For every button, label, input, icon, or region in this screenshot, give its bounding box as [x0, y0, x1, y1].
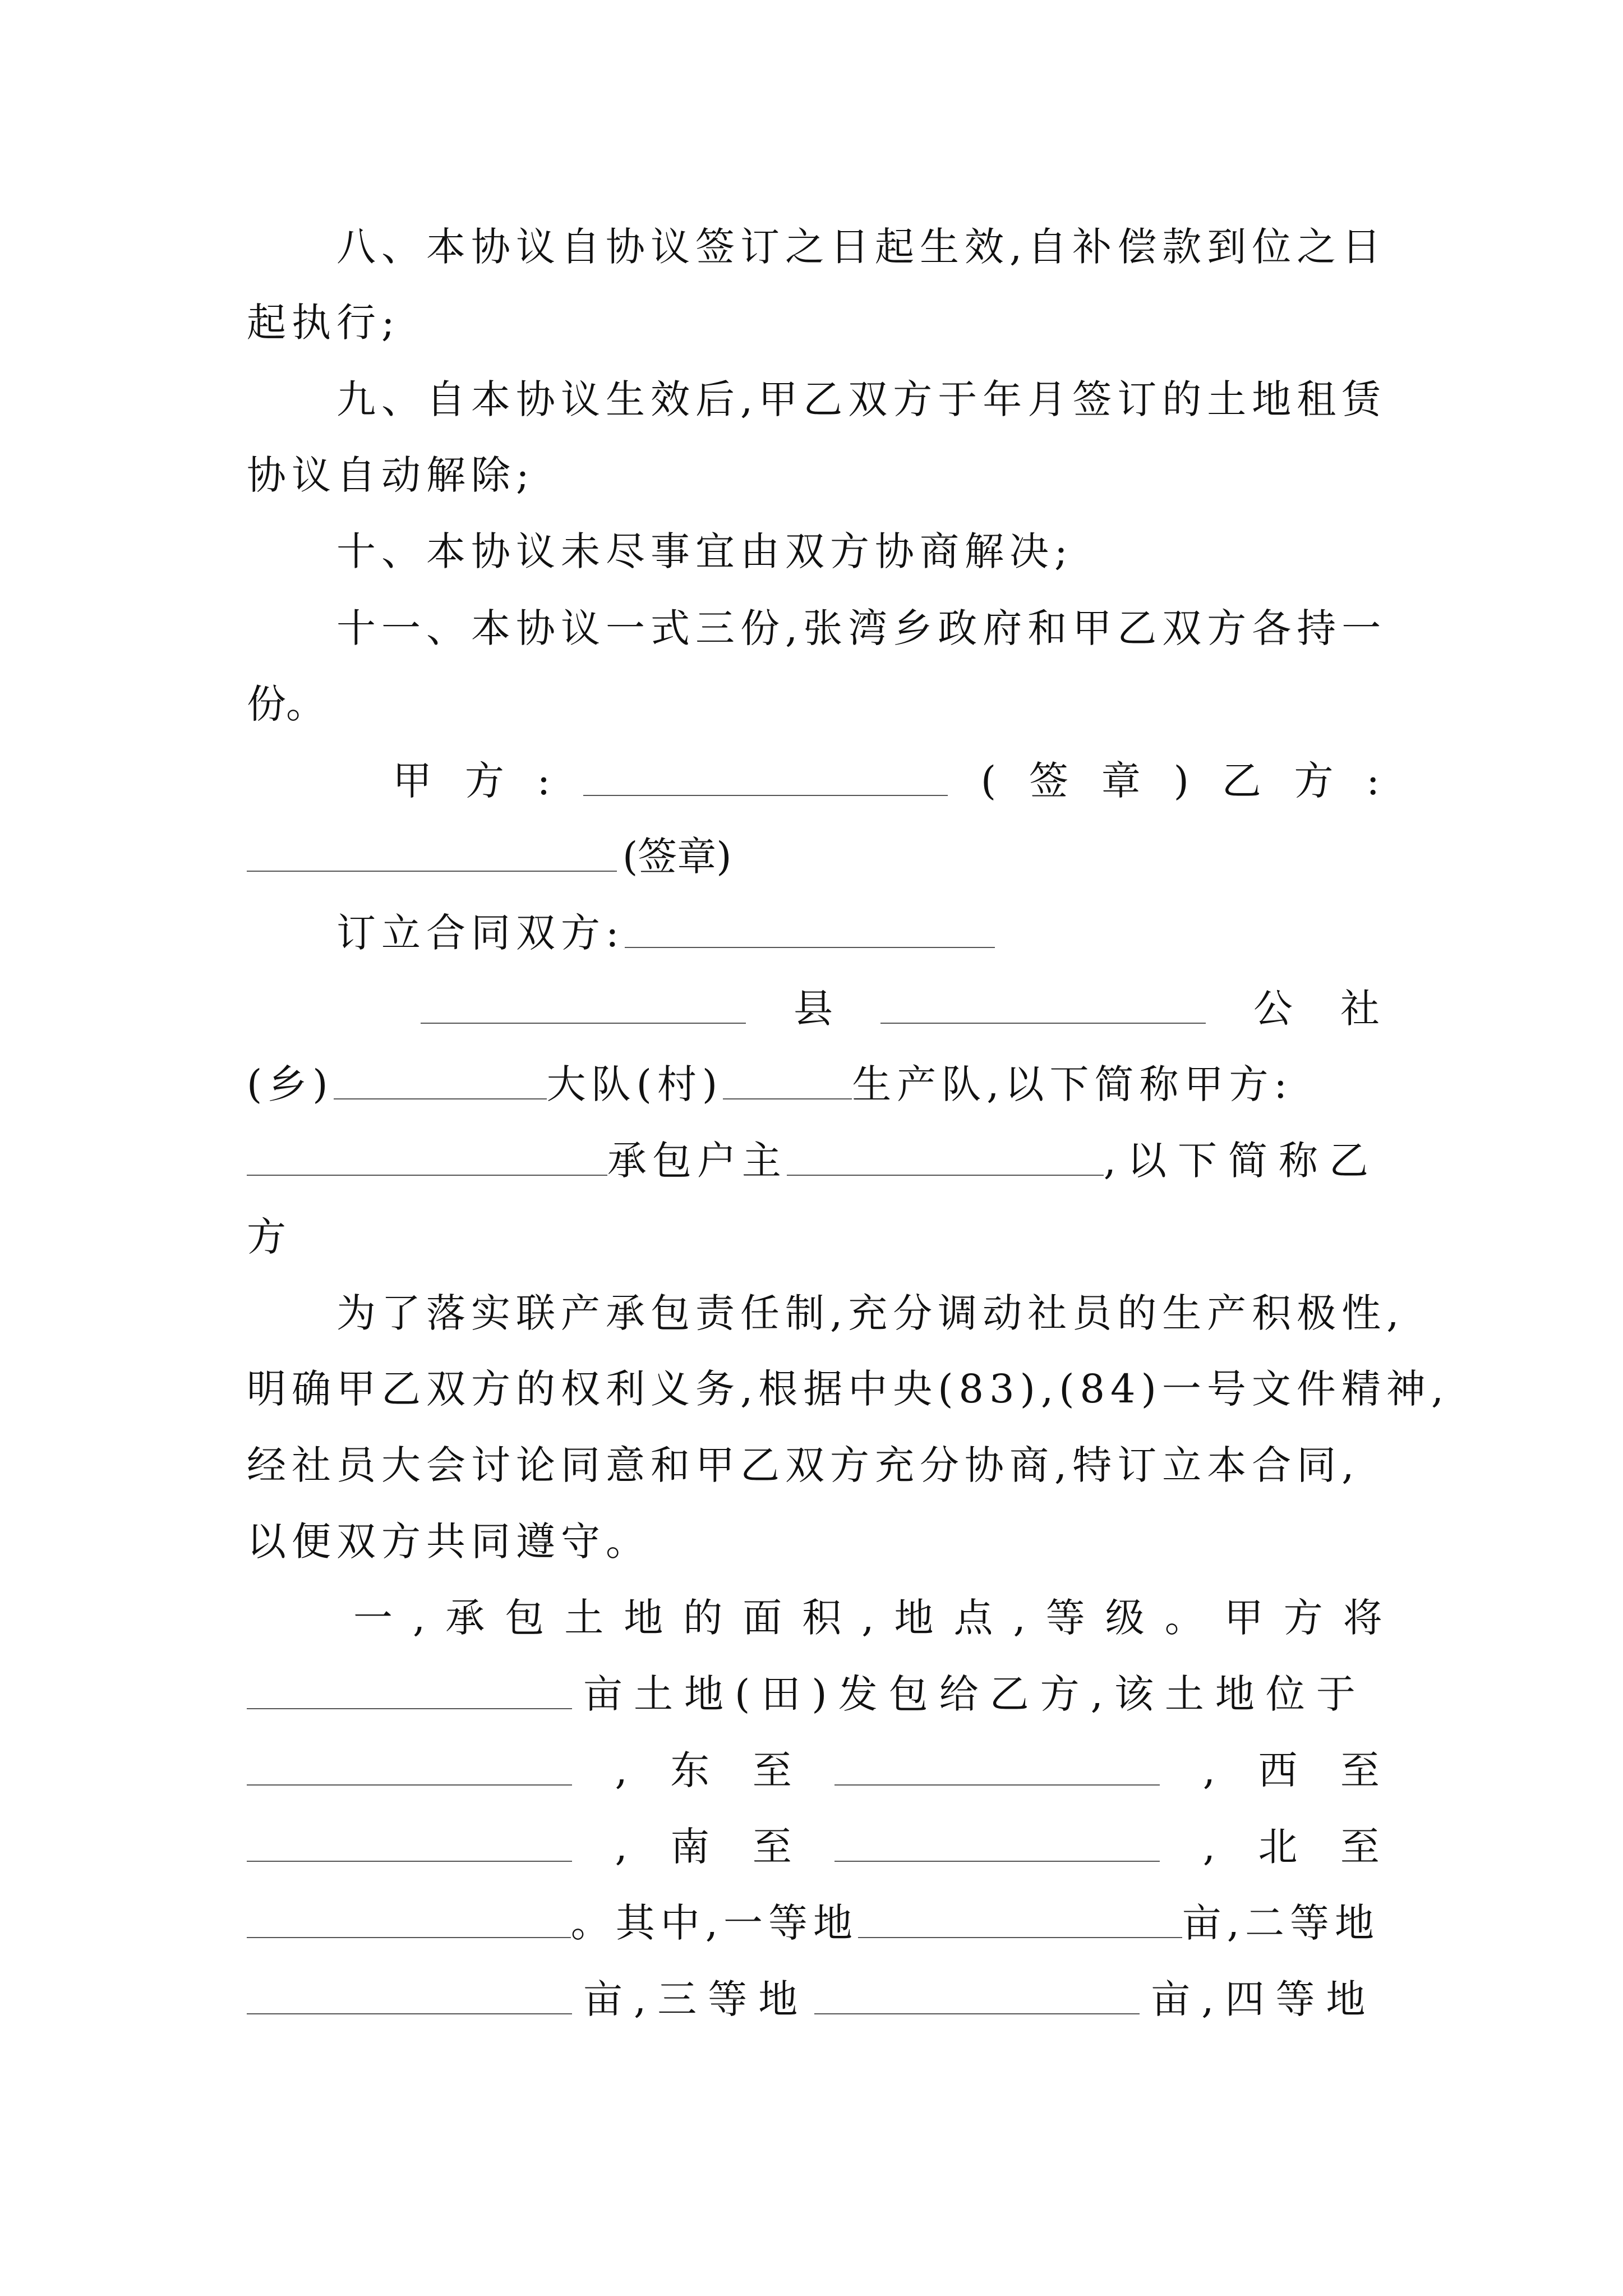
- preamble-text: 明确甲乙双方的权利义务,根据中央(83),(84)一号文件精神,: [247, 1366, 1450, 1412]
- team-label: 生产队,以下简称甲方:: [852, 1061, 1293, 1107]
- county-blank[interactable]: [421, 1022, 746, 1024]
- commune-char: 公: [1253, 986, 1293, 1032]
- clause-8-line-1: [247, 224, 1469, 270]
- clause-10: [247, 528, 1469, 574]
- sig-char: 章: [1101, 758, 1141, 804]
- party-b-blank[interactable]: [247, 870, 617, 872]
- clause-9-line-1: [247, 376, 1469, 422]
- commune-char: 社: [1340, 986, 1380, 1032]
- sig-char: :: [1366, 758, 1380, 804]
- clause-11-line-2: [247, 681, 1380, 727]
- mu-text: 亩土地(田)发包给乙方,该土地位于: [583, 1671, 1367, 1717]
- household-blank-1[interactable]: [247, 1174, 607, 1176]
- west-char: 至: [1340, 1747, 1380, 1793]
- south-north-line: [247, 1824, 1380, 1870]
- clause-text: 九、自本协议生效后,甲乙双方于年月签订的土地租赁: [336, 376, 1387, 422]
- preamble-2: [247, 1366, 1450, 1412]
- seal-label: (签章): [623, 834, 732, 880]
- sig-char: 乙: [1221, 758, 1261, 804]
- grade1-text: 。其中,一等地: [570, 1900, 858, 1946]
- household-line: [247, 1138, 1380, 1184]
- sig-char: :: [537, 758, 551, 804]
- signature-line: [247, 758, 1380, 804]
- xiang-blank[interactable]: [334, 1098, 547, 1099]
- household-blank-2[interactable]: [787, 1174, 1104, 1176]
- west-blank[interactable]: [247, 1860, 572, 1862]
- sig-char: ): [1173, 758, 1189, 804]
- grade2-blank[interactable]: [247, 2013, 572, 2014]
- comma: ,: [615, 1824, 628, 1870]
- grade2-text: 亩,二等地: [1182, 1900, 1380, 1946]
- county-line: [247, 986, 1380, 1032]
- clause-text: 协议自动解除;: [247, 452, 535, 498]
- comma: ,: [1202, 1824, 1215, 1870]
- clause-11-line-1: [247, 605, 1469, 651]
- fang-label: 方: [247, 1214, 286, 1260]
- party-a-blank[interactable]: [583, 794, 948, 796]
- parties-label: 订立合同双方:: [336, 910, 625, 956]
- south-blank[interactable]: [834, 1860, 1160, 1862]
- article-1-mu-line: [247, 1671, 1380, 1717]
- grade3-blank[interactable]: [814, 2013, 1140, 2014]
- clause-text: 十一、本协议一式三份,张湾乡政府和甲乙双方各持一: [336, 605, 1387, 651]
- west-char: 西: [1258, 1747, 1298, 1793]
- east-char: 东: [670, 1747, 710, 1793]
- clause-text: 起执行;: [247, 300, 400, 346]
- grade-line-2: [247, 1976, 1380, 2022]
- article-1-heading: [247, 1595, 1486, 1641]
- sig-char: 甲: [393, 758, 432, 804]
- preamble-text: 为了落实联产承包责任制,充分调动社员的生产积极性,: [336, 1290, 1405, 1336]
- grade1-blank[interactable]: [858, 1936, 1182, 1938]
- sig-char: 签: [1029, 758, 1068, 804]
- north-char: 北: [1258, 1824, 1298, 1870]
- preamble-4: [247, 1519, 1380, 1565]
- sig-char: 方: [464, 758, 504, 804]
- east-west-line: [247, 1747, 1380, 1793]
- brigade-line: [247, 1061, 1380, 1107]
- grade-line-1: [247, 1900, 1380, 1946]
- grade3-text: 亩,三等地: [583, 1976, 809, 2022]
- county-label: 县: [794, 986, 833, 1032]
- south-char: 至: [752, 1824, 792, 1870]
- preamble-3: [247, 1442, 1380, 1488]
- preamble-text: 经社员大会讨论同意和甲乙双方充分协商,特订立本合同,: [247, 1442, 1360, 1488]
- household-label: 承包户主: [607, 1138, 787, 1184]
- sig-char: 方: [1294, 758, 1334, 804]
- preamble-1: [247, 1290, 1469, 1336]
- article-1-text: 一,承包土地的面积,地点,等级。甲方将: [353, 1595, 1403, 1641]
- commune-blank[interactable]: [880, 1022, 1206, 1024]
- short-b-label: ,以下简称乙: [1103, 1138, 1380, 1184]
- parties-blank[interactable]: [625, 946, 995, 948]
- sig-char: (: [980, 758, 997, 804]
- contract-parties: [247, 910, 1469, 956]
- comma: ,: [1202, 1747, 1215, 1793]
- east-blank[interactable]: [834, 1784, 1160, 1786]
- north-blank[interactable]: [247, 1936, 571, 1938]
- brigade-label: 大队(村): [546, 1061, 723, 1107]
- brigade-blank[interactable]: [723, 1098, 852, 1099]
- clause-text: 八、本协议自协议签订之日起生效,自补偿款到位之日: [336, 224, 1387, 270]
- south-char: 南: [670, 1824, 710, 1870]
- clause-text: 十、本协议未尽事宜由双方协商解决;: [336, 528, 1073, 574]
- area-blank[interactable]: [247, 1708, 572, 1709]
- grade4-text: 亩,四等地: [1151, 1976, 1377, 2022]
- comma: ,: [615, 1747, 628, 1793]
- clause-9-line-2: [247, 452, 1380, 498]
- signature-line-2: [247, 834, 1380, 880]
- household-line-2: [247, 1214, 1380, 1260]
- preamble-text: 以便双方共同遵守。: [247, 1519, 651, 1565]
- clause-8-line-2: [247, 300, 1380, 346]
- clause-text: 份。: [247, 681, 325, 727]
- north-char: 至: [1340, 1824, 1380, 1870]
- location-blank[interactable]: [247, 1784, 572, 1786]
- east-char: 至: [752, 1747, 792, 1793]
- xiang-label: (乡): [247, 1061, 334, 1107]
